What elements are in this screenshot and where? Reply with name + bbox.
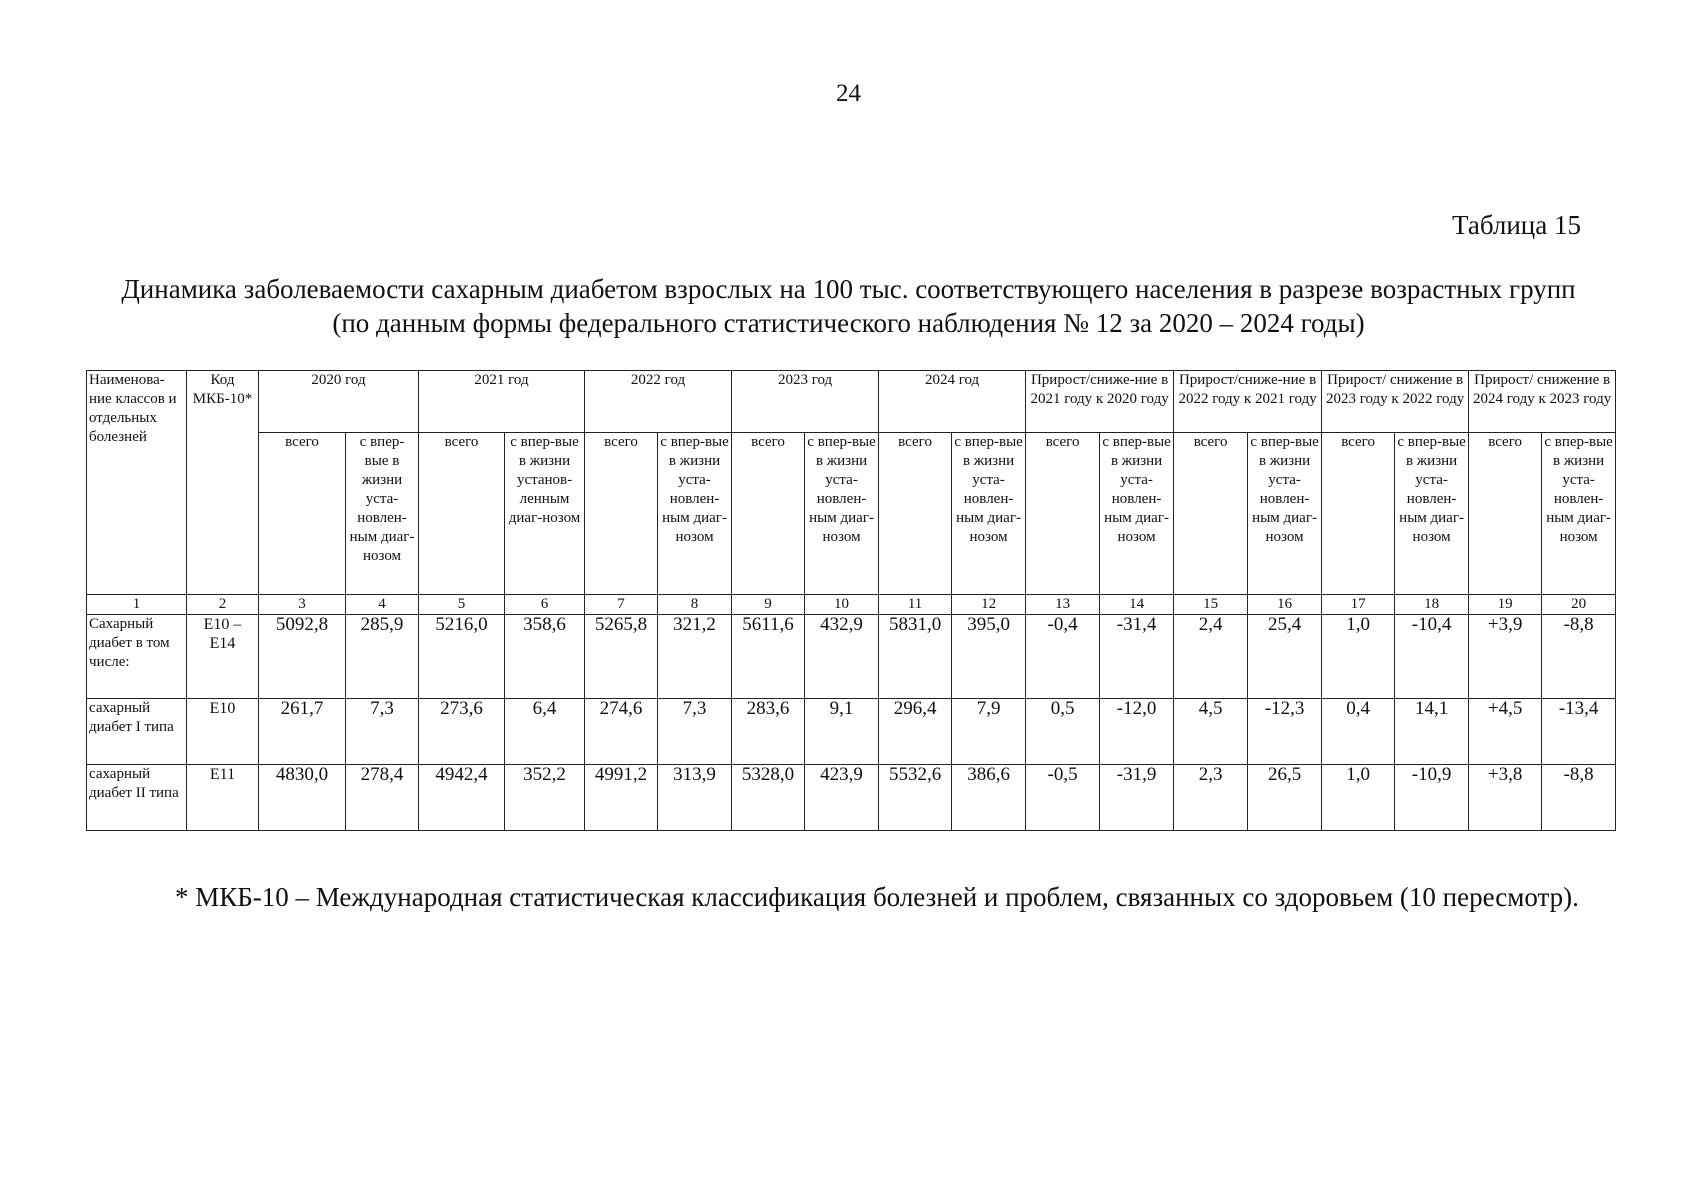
header-group-cell: 2022 год: [585, 371, 732, 433]
value-cell: 4830,0: [259, 765, 346, 831]
header-row-column-numbers: [87, 595, 1616, 615]
value-cell: -0,4: [1026, 615, 1100, 699]
table-row: [87, 699, 1616, 765]
table-row: [87, 615, 1616, 699]
document-title: Динамика заболеваемости сахарным диабетом взрослых на 100 тыс. соответствующего населения в разрезе возрастных групп (по данным формы федерального статистического наблюдения № 12 за 2020 – 2024 годы): [121, 274, 1576, 338]
value-cell: 321,2: [658, 615, 732, 699]
column-number-cell: 15: [1174, 595, 1248, 615]
column-number-cell: 11: [879, 595, 952, 615]
value-cell: 2,4: [1174, 615, 1248, 699]
value-cell: 6,4: [505, 699, 585, 765]
header-group-cell: Прирост/сниже-ние в 2022 году к 2021 году: [1174, 371, 1322, 433]
footnote: * МКБ-10 – Международная статистическая классификация болезней и проблем, связанных со здоровьем (10 пересмотр).: [175, 882, 1579, 912]
value-cell: 1,0: [1322, 765, 1395, 831]
header-subcolumn-cell: с впер-вые в жизни уста-новлен-ным диаг-нозом: [1395, 433, 1469, 595]
column-number-cell: 8: [658, 595, 732, 615]
value-cell: 5216,0: [419, 615, 505, 699]
header-subcolumn-cell: всего: [1026, 433, 1100, 595]
column-number-cell: 10: [805, 595, 879, 615]
header-subcolumn-cell: всего: [732, 433, 805, 595]
value-cell: 7,9: [952, 699, 1026, 765]
header-subcolumn-cell: с впер-вые в жизни уста-новлен-ным диаг-нозом: [805, 433, 879, 595]
value-cell: 5831,0: [879, 615, 952, 699]
value-cell: 5532,6: [879, 765, 952, 831]
value-cell: 0,4: [1322, 699, 1395, 765]
column-number-cell: 14: [1100, 595, 1174, 615]
header-row-subcolumns: [87, 433, 1616, 595]
header-group-cell: 2023 год: [732, 371, 879, 433]
row-name-cell: Сахарный диабет в том числе:: [87, 615, 187, 699]
column-number-cell: 3: [259, 595, 346, 615]
header-group-cell: Прирост/ снижение в 2023 году к 2022 году: [1322, 371, 1469, 433]
table-label: Таблица 15: [1452, 210, 1581, 240]
header-subcolumn-cell: с впер-вые в жизни уста-новлен-ным диаг-нозом: [1100, 433, 1174, 595]
row-code-cell: Е10: [187, 699, 259, 765]
column-number-cell: 7: [585, 595, 658, 615]
row-code-cell: Е10 – Е14: [187, 615, 259, 699]
header-subcolumn-cell: всего: [419, 433, 505, 595]
header-subcolumn-cell: всего: [259, 433, 346, 595]
column-number-cell: 4: [346, 595, 419, 615]
column-number-cell: 17: [1322, 595, 1395, 615]
header-group-cell: 2020 год: [259, 371, 419, 433]
row-code-cell: Е11: [187, 765, 259, 831]
header-group-cell: 2024 год: [879, 371, 1026, 433]
value-cell: 7,3: [658, 699, 732, 765]
value-cell: 395,0: [952, 615, 1026, 699]
header-code-cell: Код МКБ-10*: [187, 371, 259, 595]
value-cell: 432,9: [805, 615, 879, 699]
value-cell: 14,1: [1395, 699, 1469, 765]
header-row-years: [87, 371, 1616, 433]
value-cell: -31,4: [1100, 615, 1174, 699]
header-subcolumn-cell: всего: [1174, 433, 1248, 595]
header-subcolumn-cell: с впер-вые в жизни уста-новлен-ным диаг-нозом: [952, 433, 1026, 595]
header-name-cell: Наименова-ние классов и отдельных болезней: [87, 371, 187, 595]
column-number-cell: 20: [1542, 595, 1616, 615]
page-number: 24: [836, 80, 861, 107]
value-cell: 278,4: [346, 765, 419, 831]
column-number-cell: 2: [187, 595, 259, 615]
column-number-cell: 5: [419, 595, 505, 615]
row-name-cell: сахарный диабет II типа: [87, 765, 187, 831]
value-cell: 26,5: [1248, 765, 1322, 831]
value-cell: +3,9: [1469, 615, 1542, 699]
value-cell: -12,3: [1248, 699, 1322, 765]
table-row: [87, 765, 1616, 831]
statistics-table: [86, 370, 1616, 831]
value-cell: 5611,6: [732, 615, 805, 699]
value-cell: 4991,2: [585, 765, 658, 831]
value-cell: 352,2: [505, 765, 585, 831]
value-cell: +3,8: [1469, 765, 1542, 831]
column-number-cell: 13: [1026, 595, 1100, 615]
value-cell: 7,3: [346, 699, 419, 765]
value-cell: 5328,0: [732, 765, 805, 831]
header-group-cell: 2021 год: [419, 371, 585, 433]
value-cell: 313,9: [658, 765, 732, 831]
value-cell: 285,9: [346, 615, 419, 699]
value-cell: -0,5: [1026, 765, 1100, 831]
header-subcolumn-cell: всего: [585, 433, 658, 595]
column-number-cell: 19: [1469, 595, 1542, 615]
value-cell: -8,8: [1542, 615, 1616, 699]
value-cell: 4,5: [1174, 699, 1248, 765]
header-subcolumn-cell: с впер-вые в жизни уста-новлен-ным диаг-нозом: [346, 433, 419, 595]
header-subcolumn-cell: всего: [1322, 433, 1395, 595]
value-cell: 5092,8: [259, 615, 346, 699]
value-cell: 0,5: [1026, 699, 1100, 765]
header-subcolumn-cell: с впер-вые в жизни уста-новлен-ным диаг-нозом: [658, 433, 732, 595]
value-cell: 386,6: [952, 765, 1026, 831]
value-cell: +4,5: [1469, 699, 1542, 765]
header-subcolumn-cell: всего: [879, 433, 952, 595]
value-cell: 25,4: [1248, 615, 1322, 699]
value-cell: -8,8: [1542, 765, 1616, 831]
value-cell: -10,9: [1395, 765, 1469, 831]
value-cell: 261,7: [259, 699, 346, 765]
value-cell: 4942,4: [419, 765, 505, 831]
column-number-cell: 18: [1395, 595, 1469, 615]
header-subcolumn-cell: с впер-вые в жизни уста-новлен-ным диаг-нозом: [1542, 433, 1616, 595]
value-cell: 273,6: [419, 699, 505, 765]
value-cell: 283,6: [732, 699, 805, 765]
column-number-cell: 9: [732, 595, 805, 615]
column-number-cell: 12: [952, 595, 1026, 615]
value-cell: 274,6: [585, 699, 658, 765]
value-cell: 5265,8: [585, 615, 658, 699]
header-subcolumn-cell: с впер-вые в жизни установ-ленным диаг-нозом: [505, 433, 585, 595]
value-cell: -13,4: [1542, 699, 1616, 765]
value-cell: -31,9: [1100, 765, 1174, 831]
value-cell: 423,9: [805, 765, 879, 831]
header-subcolumn-cell: всего: [1469, 433, 1542, 595]
value-cell: 1,0: [1322, 615, 1395, 699]
row-name-cell: сахарный диабет I типа: [87, 699, 187, 765]
column-number-cell: 16: [1248, 595, 1322, 615]
column-number-cell: 6: [505, 595, 585, 615]
value-cell: 2,3: [1174, 765, 1248, 831]
value-cell: 296,4: [879, 699, 952, 765]
header-subcolumn-cell: с впер-вые в жизни уста-новлен-ным диаг-нозом: [1248, 433, 1322, 595]
value-cell: 9,1: [805, 699, 879, 765]
header-group-cell: Прирост/ снижение в 2024 году к 2023 году: [1469, 371, 1616, 433]
value-cell: 358,6: [505, 615, 585, 699]
value-cell: -10,4: [1395, 615, 1469, 699]
header-group-cell: Прирост/сниже-ние в 2021 году к 2020 году: [1026, 371, 1174, 433]
column-number-cell: 1: [87, 595, 187, 615]
value-cell: -12,0: [1100, 699, 1174, 765]
